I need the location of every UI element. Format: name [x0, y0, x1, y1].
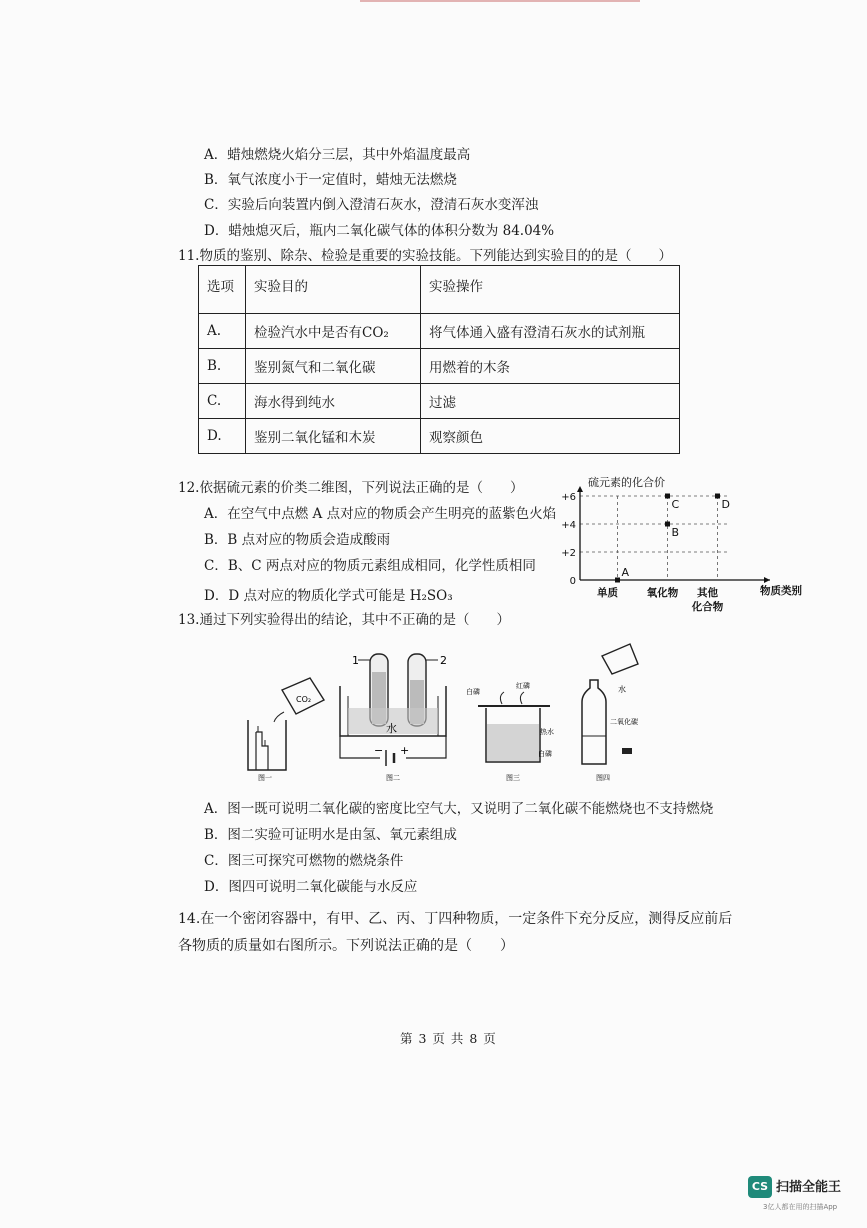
- x-tick-label: 其他: [697, 587, 718, 599]
- table-header-row: [199, 266, 680, 314]
- y-tick-label: 0: [569, 576, 576, 587]
- water-4-label: 水: [618, 685, 626, 694]
- fig1-caption: 图一: [258, 774, 272, 782]
- figure-2-electrolysis: [340, 654, 447, 782]
- red-phosphorus-label: 红磷: [516, 682, 530, 690]
- white-phosphorus-2-label: 白磷: [538, 750, 552, 758]
- figure-3-combustion: [466, 681, 554, 782]
- x-axis-label: 物质类别: [760, 585, 802, 597]
- tube-1-label: 1: [352, 654, 359, 667]
- x-tick-label: 氧化物: [646, 587, 679, 599]
- co2-label: CO₂: [296, 695, 312, 704]
- co2-bottle-label: 二氧化碳: [610, 718, 638, 726]
- table-cell: 鉴别二氧化锰和木炭: [246, 419, 421, 454]
- table-header-cell: 选项: [199, 266, 246, 314]
- q12-option-c[interactable]: C．B、C 两点对应的物质元素组成相同，化学性质相同: [204, 558, 536, 574]
- table-cell: 鉴别氮气和二氧化碳: [246, 349, 421, 384]
- svg-text:−: −: [374, 744, 384, 757]
- table-row[interactable]: [199, 349, 680, 384]
- table-row[interactable]: [199, 419, 680, 454]
- q10-option-c[interactable]: C．实验后向装置内倒入澄清石灰水，澄清石灰水变浑浊: [204, 197, 539, 213]
- figure-1-beaker-co2: [248, 678, 324, 782]
- y-axis-arrow: [577, 486, 583, 492]
- page-footer: 第 3 页 共 8 页: [400, 1031, 497, 1046]
- q12-stem: 12.依据硫元素的价类二维图，下列说法正确的是（ ）: [178, 480, 524, 496]
- x-axis-arrow: [764, 577, 770, 583]
- data-point-b: [665, 522, 670, 527]
- q12-option-d[interactable]: D．D 点对应的物质化学式可能是 H₂SO₃: [204, 588, 453, 604]
- table-row[interactable]: [199, 384, 680, 419]
- data-label-b: B: [671, 526, 680, 539]
- q12-option-a[interactable]: A．在空气中点燃 A 点对应的物质会产生明亮的蓝紫色火焰: [204, 506, 557, 522]
- tube-2-label: 2: [440, 654, 447, 667]
- table-cell: 海水得到纯水: [246, 384, 421, 419]
- x-tick-label: 单质: [597, 587, 618, 599]
- q13-option-b[interactable]: B．图二实验可证明水是由氢、氧元素组成: [204, 827, 457, 843]
- camscanner-title: 扫描全能王: [776, 1180, 842, 1195]
- q10-option-a[interactable]: A．蜡烛燃烧火焰分三层，其中外焰温度最高: [204, 147, 471, 163]
- svg-text:+: +: [400, 744, 410, 757]
- q13-figures: [240, 636, 660, 784]
- white-phosphorus-label: 白磷: [466, 688, 480, 696]
- y-tick-label: +6: [561, 492, 576, 503]
- table-cell: D.: [199, 419, 246, 454]
- y-tick-label: +4: [561, 520, 576, 531]
- q14-stem-line1: 14.在一个密闭容器中，有甲、乙、丙、丁四种物质，一定条件下充分反应，测得反应前后: [178, 911, 733, 927]
- data-point-d: [715, 494, 720, 499]
- fig3-caption: 图三: [506, 774, 520, 782]
- q14-stem-line2: 各物质的质量如右图所示。下列说法正确的是（ ）: [178, 938, 514, 954]
- table-row[interactable]: [199, 314, 680, 349]
- q13-option-c[interactable]: C．图三可探究可燃物的燃烧条件: [204, 853, 404, 869]
- figure-4-bottle: [582, 644, 638, 782]
- water-label: 水: [386, 722, 397, 735]
- table-cell: 过滤: [421, 384, 680, 419]
- table-cell: 用燃着的木条: [421, 349, 680, 384]
- table-cell: 检验汽水中是否有CO₂: [246, 314, 421, 349]
- data-label-a: A: [621, 566, 630, 579]
- data-label-c: C: [671, 498, 680, 511]
- hot-water-label: 热水: [540, 728, 554, 736]
- x-tick-label: 化合物: [691, 601, 724, 613]
- q12-option-b[interactable]: B．B 点对应的物质会造成酸雨: [204, 532, 391, 548]
- table-cell: A.: [199, 314, 246, 349]
- q10-option-b[interactable]: B．氧气浓度小于一定值时，蜡烛无法燃烧: [204, 172, 457, 188]
- q13-option-d[interactable]: D．图四可说明二氧化碳能与水反应: [204, 879, 418, 895]
- table-cell: B.: [199, 349, 246, 384]
- scan-edge-mark: [360, 0, 640, 2]
- data-label-d: D: [721, 498, 730, 511]
- camscanner-logo-icon: CS: [748, 1176, 772, 1198]
- table-header-cell: 实验操作: [421, 266, 680, 314]
- table-header-cell: 实验目的: [246, 266, 421, 314]
- sulfur-valence-chart: [545, 474, 802, 624]
- table-cell: 观察颜色: [421, 419, 680, 454]
- chart-title: 硫元素的化合价: [588, 476, 665, 489]
- q13-stem: 13.通过下列实验得出的结论，其中不正确的是（ ）: [178, 612, 510, 628]
- camscanner-subtitle: 3亿人都在用的扫描App: [763, 1203, 838, 1211]
- q11-stem: 11.物质的鉴别、除杂、检验是重要的实验技能。下列能达到实验目的的是（ ）: [178, 248, 672, 264]
- data-point-c: [665, 494, 670, 499]
- fig2-caption: 图二: [386, 774, 400, 782]
- q10-option-d[interactable]: D．蜡烛熄灭后，瓶内二氧化碳气体的体积分数为 84.04%: [204, 223, 555, 239]
- data-point-a: [615, 578, 620, 583]
- fig4-caption: 图四: [596, 774, 610, 782]
- table-cell: C.: [199, 384, 246, 419]
- y-tick-label: +2: [561, 548, 576, 559]
- table-cell: 将气体通入盛有澄清石灰水的试剂瓶: [421, 314, 680, 349]
- q13-option-a[interactable]: A．图一既可说明二氧化碳的密度比空气大，又说明了二氧化碳不能燃烧也不支持燃烧: [204, 801, 714, 817]
- q11-table: [198, 265, 680, 454]
